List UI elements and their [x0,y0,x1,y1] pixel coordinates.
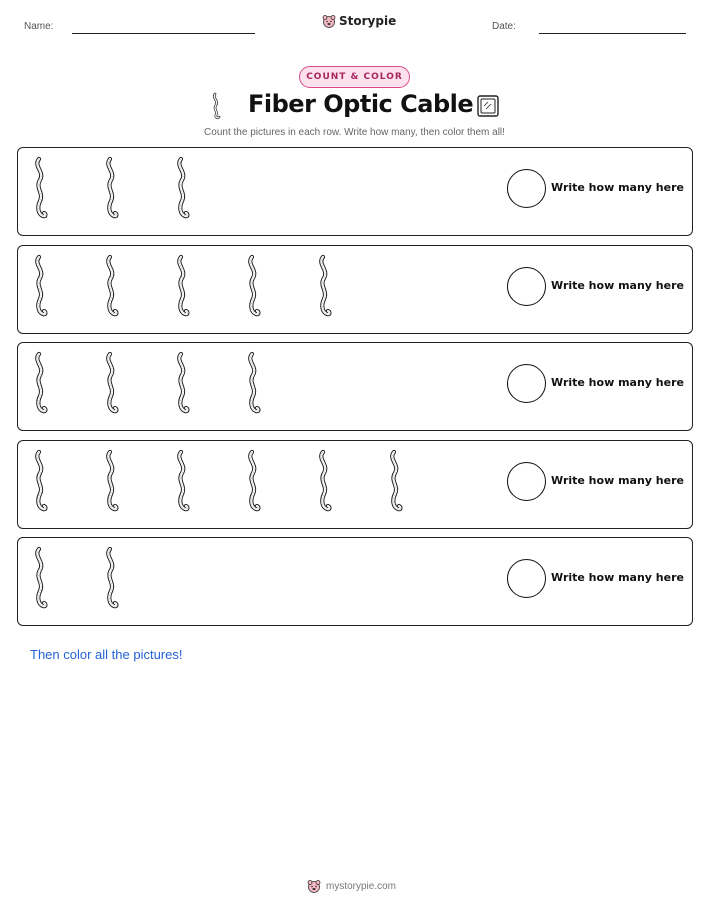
fiber-optic-cable-icon[interactable] [243,351,263,415]
fiber-optic-cable-icon[interactable] [243,254,263,318]
fiber-optic-cable-icon[interactable] [30,351,50,415]
name-label: Name: [24,21,54,32]
fiber-optic-cable-icon[interactable] [172,449,192,513]
fiber-optic-cable-icon[interactable] [314,449,334,513]
count-rows [17,147,693,635]
count-row-1 [17,147,693,236]
fiber-optic-cable-icon[interactable] [101,546,121,610]
storypie-logo-icon [322,14,336,28]
answer-label: Write how many here [551,278,684,292]
count-row-5 [17,537,693,626]
fiber-optic-cable-icon[interactable] [101,254,121,318]
date-label: Date: [492,21,516,32]
fiber-optic-cable-icon[interactable] [30,254,50,318]
fiber-optic-cable-icon [210,92,222,120]
answer-label: Write how many here [551,376,684,389]
page-title: Fiber Optic Cable [248,90,474,118]
fiber-optic-cable-icon[interactable] [30,449,50,513]
fiber-optic-cable-icon[interactable] [30,156,50,220]
answer-label: Write how many here [551,571,684,584]
fiber-optic-cable-icon[interactable] [101,351,121,415]
instructions: Count the pictures in each row. Write how many, then color them all! [204,127,505,138]
count-row-2 [17,245,693,334]
fiber-optic-cable-icon[interactable] [101,156,121,220]
answer-label: Write how many here [551,181,684,194]
activity-badge: COUNT & COLOR [299,66,410,88]
fiber-optic-cable-icon[interactable] [172,351,192,415]
fiber-optic-cable-icon[interactable] [101,449,121,513]
answer-circle[interactable] [507,267,546,306]
answer-circle[interactable] [507,559,546,598]
fiber-optic-cable-icon[interactable] [30,546,50,610]
site-footer [307,879,396,893]
answer-circle[interactable] [507,462,546,501]
worksheet-header [0,14,709,44]
title-row [0,90,709,124]
name-line[interactable] [72,33,255,34]
fiber-optic-cable-icon[interactable] [172,254,192,318]
fiber-optic-cable-icon[interactable] [314,254,334,318]
answer-label: Write how many here [551,473,684,487]
date-line[interactable] [539,33,686,34]
color-instruction: Then color all the pictures! [30,647,183,662]
answer-circle[interactable] [507,169,546,208]
storypie-logo-icon [307,879,321,893]
answer-circle[interactable] [507,364,546,403]
square-frame-icon [476,94,500,118]
fiber-optic-cable-icon[interactable] [243,449,263,513]
count-row-3 [17,342,693,431]
count-row-4 [17,440,693,529]
brand [322,14,396,28]
brand-name: Storypie [339,14,397,28]
fiber-optic-cable-icon[interactable] [385,449,405,513]
fiber-optic-cable-icon[interactable] [172,156,192,220]
site-url: mystorypie.com [326,880,397,892]
